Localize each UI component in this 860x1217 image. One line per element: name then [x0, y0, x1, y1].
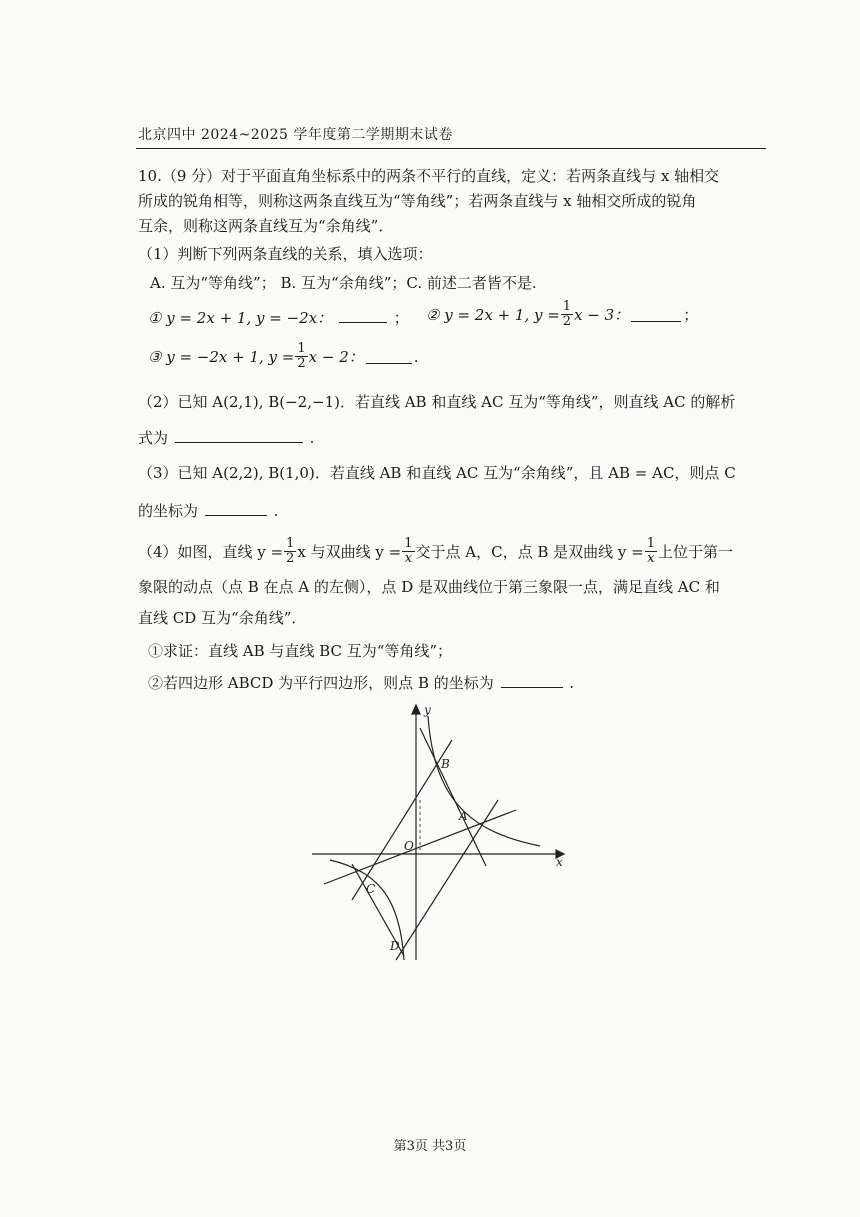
part3-prefix: 的坐标为 [138, 502, 199, 520]
item1-text: ① y = 2x + 1, y = −2x： [148, 309, 333, 327]
part4-sub1: ①求证：直线 AB 与直线 BC 互为“等角线”； [148, 642, 453, 660]
page-header: 北京四中 2024~2025 学年度第二学期期末试卷 [138, 127, 453, 143]
frac-num: 1 [646, 536, 655, 551]
part3-end: . [273, 502, 279, 520]
part2-line1: （2）已知 A(2,1), B(−2,−1)．若直线 AB 和直线 AC 互为“等角线”，则直线 AC 的解析 [138, 393, 736, 411]
part3-line1: （3）已知 A(2,2), B(1,0)．若直线 AB 和直线 AC 互为“余角线”，且 AB = AC，则点 C [138, 464, 736, 482]
item2-post: x − 3： [574, 305, 630, 324]
line-AD [396, 800, 498, 960]
part2-end: . [309, 429, 315, 447]
line-AC [324, 810, 516, 884]
frac-den: 2 [297, 356, 306, 371]
sub2-end: . [569, 674, 575, 692]
item3-end: . [413, 347, 419, 366]
label-C: C [366, 882, 376, 896]
frac-den: 2 [562, 314, 572, 329]
part1-options: A. 互为“等角线”； B. 互为“余角线”；C. 前述二者皆不是. [150, 274, 537, 292]
frac-den: x [647, 551, 655, 566]
sub2-text: ②若四边形 ABCD 为平行四边形，则点 B 的坐标为 [148, 674, 494, 692]
item3-pre: ③ y = −2x + 1, y = [148, 347, 295, 366]
part4-pre: （4）如图，直线 y = [138, 542, 284, 561]
q10-intro-line3: 互余，则称这两条直线互为“余角线”． [138, 217, 394, 235]
q10-intro-line1: 10.（9 分）对于平面直角坐标系中的两条不平行的直线，定义：若两条直线与 x 轴相交 [138, 167, 720, 185]
y-axis-arrow [412, 705, 420, 714]
frac-num: 1 [404, 536, 413, 551]
frac-num: 1 [286, 536, 295, 551]
item3-post: x − 2： [308, 347, 364, 366]
page-footer: 第3页 共3页 [393, 1139, 467, 1154]
line-AB [420, 728, 486, 866]
label-A: A [459, 809, 468, 823]
label-O: O [404, 839, 414, 853]
item2-pre: ② y = 2x + 1, y = [426, 305, 560, 324]
item1-end: ； [393, 309, 409, 327]
item2-end: ； [683, 305, 699, 324]
part4-mid1: x 与双曲线 y = [297, 542, 402, 561]
label-B: B [441, 757, 450, 771]
part4-line3: 直线 CD 互为“余角线”． [138, 609, 307, 627]
part4-mid2: 交于点 A，C，点 B 是双曲线 y = [415, 542, 644, 561]
frac-num: 1 [297, 341, 306, 356]
line-BC [352, 740, 452, 900]
part2-prefix: 式为 [138, 429, 169, 447]
part1-title: （1）判断下列两条直线的关系，填入选项： [138, 245, 433, 263]
part4-line2: 象限的动点（点 B 在点 A 的左侧），点 D 是双曲线位于第三象限一点，满足直线 AC 和 [138, 578, 720, 596]
label-y: y [424, 703, 431, 717]
part4-post: 上位于第一 [658, 542, 734, 561]
frac-num: 1 [562, 299, 572, 314]
q10-intro-line2: 所成的锐角相等，则称这两条直线互为“等角线”；若两条直线与 x 轴相交所成的锐角 [138, 192, 697, 210]
frac-den: 2 [286, 551, 295, 566]
label-x: x [556, 855, 563, 869]
label-D: D [390, 939, 400, 953]
frac-den: x [404, 551, 413, 566]
